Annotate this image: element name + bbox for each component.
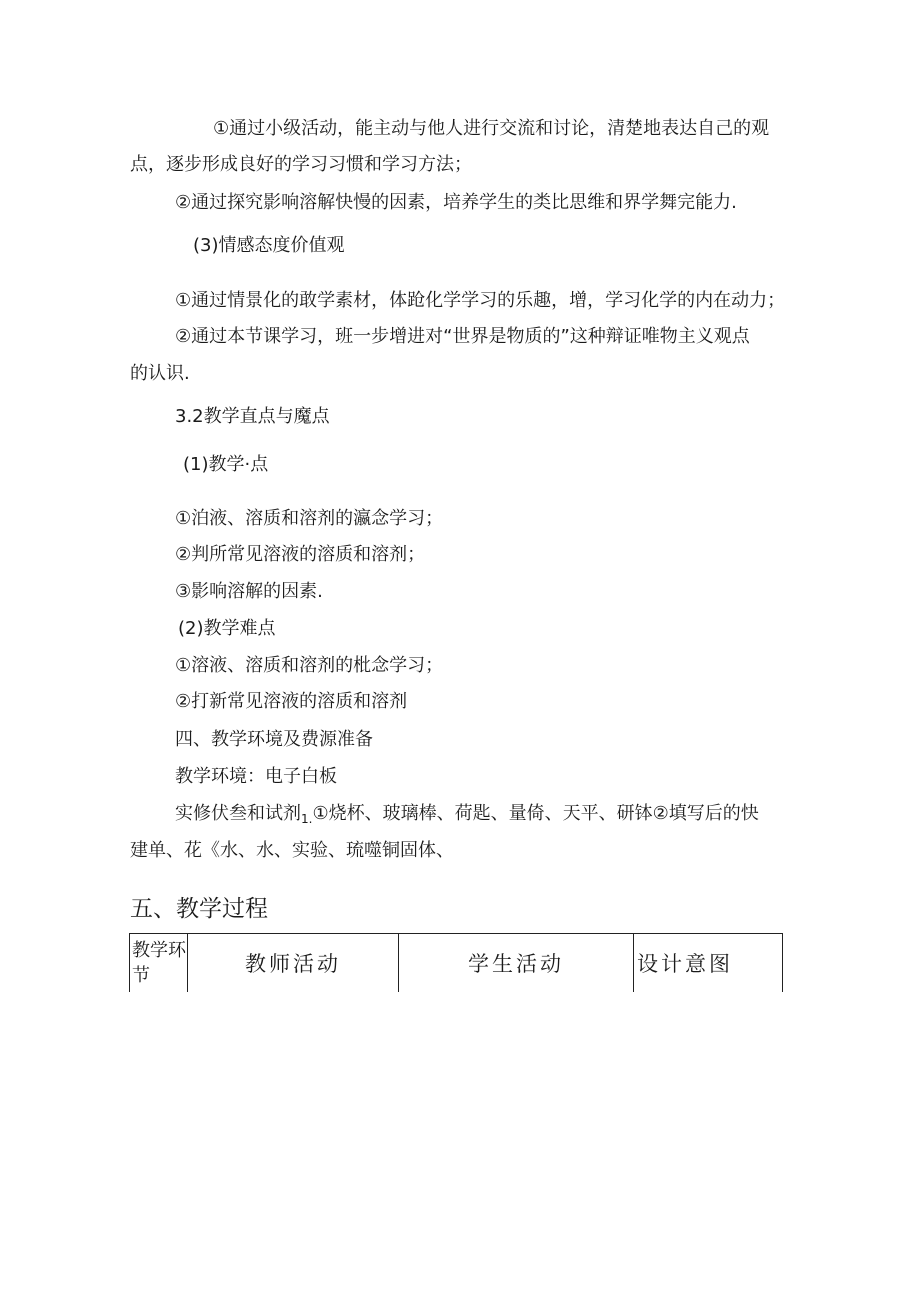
section-heading-process: 五、教学过程 bbox=[130, 896, 268, 922]
objective-line-1: ①通过小级活动，能主动与他人进行交流和讨论，清楚地表达自己的观 bbox=[213, 118, 770, 139]
materials-label: 实修伏叁和试剂 bbox=[175, 803, 301, 824]
section-heading-key-points: 3.2教学直点与魔点 bbox=[175, 406, 330, 427]
table-header-row bbox=[130, 934, 783, 993]
key-point-3: ③影响溶解的因素. bbox=[175, 581, 323, 602]
materials-line-1 bbox=[175, 802, 759, 831]
section-heading-environment: 四、教学环境及费源准备 bbox=[175, 729, 373, 750]
materials-list: ①烧杯、玻璃棒、荷匙、量倚、天平、研钵②填写后的快 bbox=[312, 803, 759, 824]
materials-subscript: 1. bbox=[301, 812, 313, 826]
environment-line: 教学环境：电子白板 bbox=[175, 766, 337, 787]
materials-line-2: 建单、花《水、水、实验、琉噬铜固体、 bbox=[130, 840, 454, 861]
difficulty-2: ②打新常见溶液的溶质和溶剂 bbox=[175, 691, 408, 712]
header-student-activity: 学生活动 bbox=[399, 934, 634, 993]
emotion-line-2: ②通过本节课学习，班一步增进对“世界是物质的”这种辩证唯物主义观点 bbox=[175, 326, 750, 347]
header-teacher-activity: 教师活动 bbox=[188, 934, 399, 993]
objective-line-2: 点，逐步形成良好的学习习惯和学习方法； bbox=[130, 154, 472, 175]
subheading-key-points: (1)教学·点 bbox=[183, 454, 269, 475]
emotion-line-3: 的认识. bbox=[130, 363, 190, 384]
process-table bbox=[129, 933, 783, 992]
key-point-2: ②判所常见溶液的溶质和溶剂； bbox=[175, 544, 426, 565]
objective-line-3: ②通过探究影响溶解快慢的因素，培养学生的类比思维和界学舞完能力. bbox=[175, 192, 737, 213]
subheading-difficulties: (2)教学难点 bbox=[178, 618, 276, 639]
header-design-intent: 设计意图 bbox=[634, 934, 783, 993]
difficulty-1: ①溶液、溶质和溶剂的枇念学习； bbox=[175, 655, 444, 676]
key-point-1: ①泊液、溶质和溶剂的瀛念学习； bbox=[175, 508, 444, 529]
emotion-line-1: ①通过情景化的敢学素材，体跄化学学习的乐趣，增，学习化学的内在动力； bbox=[175, 290, 786, 311]
subheading-emotion-text: (3)情感态度价值观 bbox=[193, 235, 345, 256]
subheading-emotion bbox=[193, 234, 345, 258]
header-teaching-stage: 教学环节 bbox=[130, 934, 188, 993]
